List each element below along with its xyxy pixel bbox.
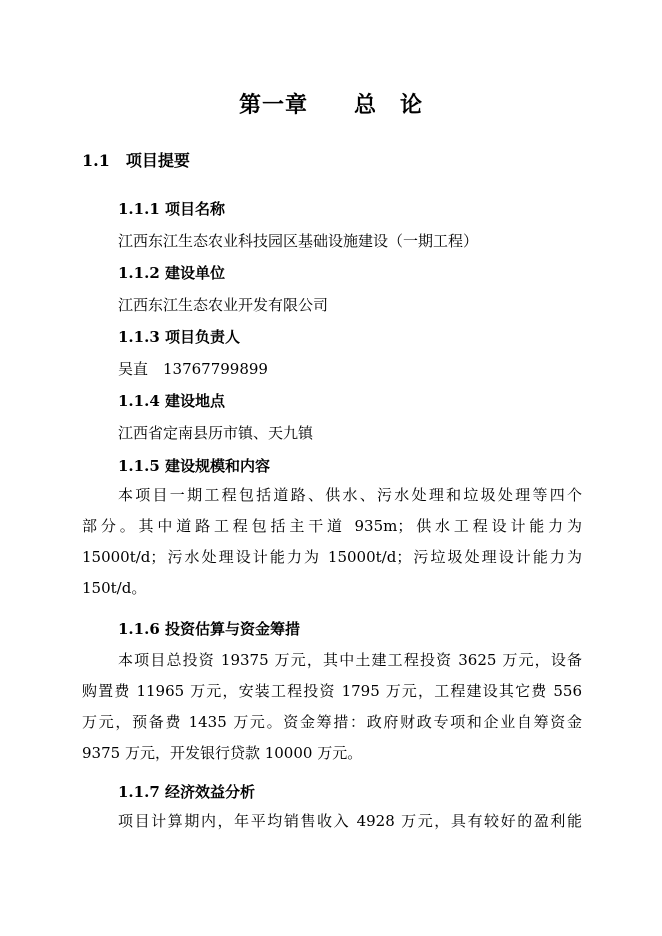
subsection-heading-construction-unit: 1.1.2 建设单位	[118, 264, 225, 282]
project-leader-text: 吴直 13767799899	[118, 360, 268, 378]
chapter-title: 第一章 总 论	[238, 92, 423, 118]
subsection-heading-investment: 1.1.6 投资估算与资金筹措	[118, 620, 300, 638]
economic-analysis-paragraph	[82, 806, 582, 837]
paragraph-line: 15000t/d；污水处理设计能力为 15000t/d；污垃圾处理设计能力为	[82, 548, 582, 566]
paragraph-line: 购置费 11965 万元，安装工程投资 1795 万元，工程建设其它费 556	[82, 682, 582, 700]
construction-unit-text: 江西东江生态农业开发有限公司	[118, 296, 329, 314]
scale-content-paragraph	[82, 480, 582, 604]
subsection-heading-project-name: 1.1.1 项目名称	[118, 200, 225, 218]
subsection-heading-location: 1.1.4 建设地点	[118, 392, 225, 410]
paragraph-line: 9375 万元，开发银行贷款 10000 万元。	[82, 744, 363, 762]
paragraph-line: 150t/d。	[82, 579, 147, 597]
subsection-heading-project-leader: 1.1.3 项目负责人	[118, 328, 240, 346]
location-text: 江西省定南县历市镇、天九镇	[118, 424, 314, 442]
paragraph-line: 项目计算期内，年平均销售收入 4928 万元，具有较好的盈利能	[118, 812, 582, 830]
subsection-heading-economic-analysis: 1.1.7 经济效益分析	[118, 783, 255, 801]
paragraph-line: 本项目一期工程包括道路、供水、污水处理和垃圾处理等四个	[118, 486, 582, 504]
project-name-text: 江西东江生态农业科技园区基础设施建设（一期工程）	[118, 232, 479, 250]
paragraph-line: 万元，预备费 1435 万元。资金筹措：政府财政专项和企业自筹资金	[82, 713, 582, 731]
paragraph-line: 部分。其中道路工程包括主干道 935m；供水工程设计能力为	[82, 517, 582, 535]
investment-paragraph	[82, 645, 582, 769]
paragraph-line: 本项目总投资 19375 万元，其中土建工程投资 3625 万元，设备	[118, 651, 582, 669]
section-title: 1.1 项目提要	[82, 151, 190, 170]
subsection-heading-scale-content: 1.1.5 建设规模和内容	[118, 457, 270, 475]
